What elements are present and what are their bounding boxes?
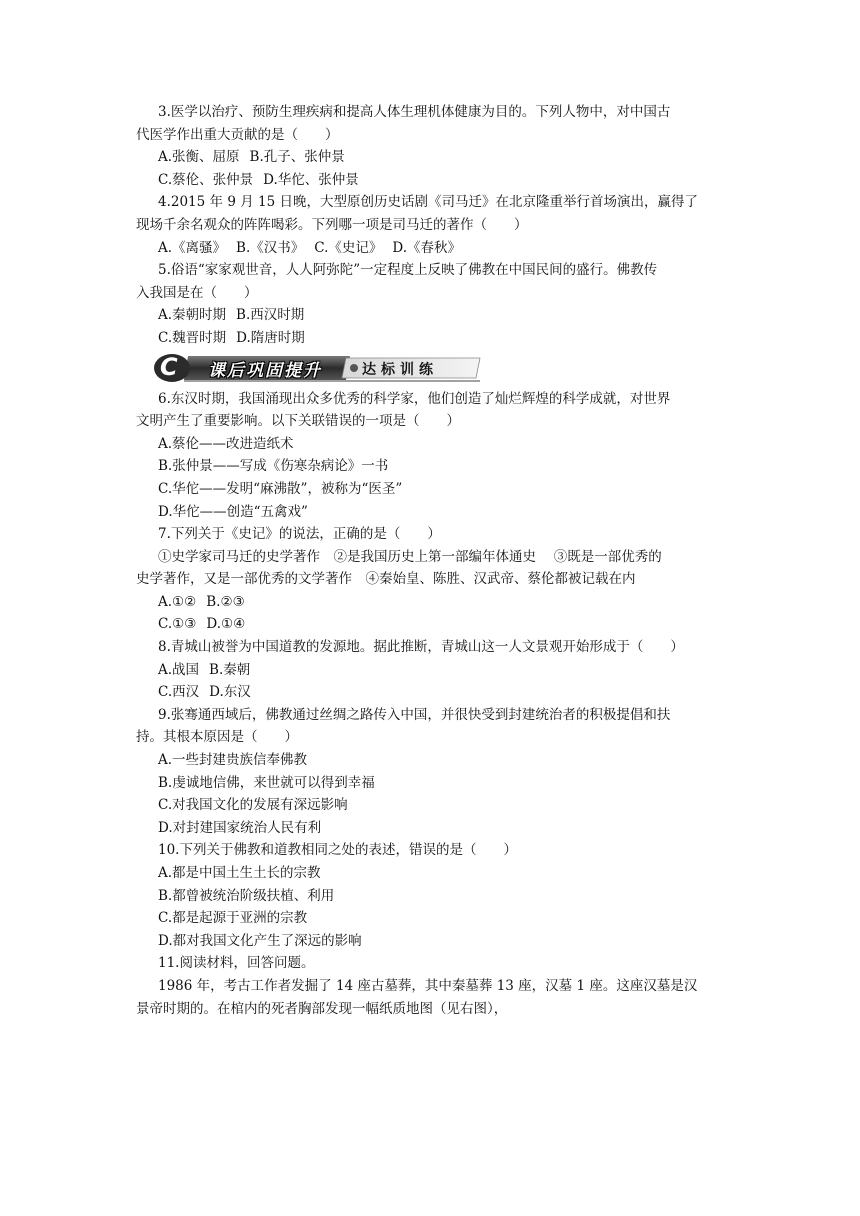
- question-7-options-row-1: [136, 591, 736, 614]
- question-6-option-c: C.华佗——发明“麻沸散”，被称为“医圣”: [158, 480, 403, 497]
- question-5-options-row-2: [136, 327, 736, 350]
- question-8-options-row-1: [136, 659, 736, 682]
- question-6: [136, 388, 736, 524]
- question-5-option-d: D.隋唐时期: [236, 329, 305, 346]
- question-10-option-c: C.都是起源于亚洲的宗教: [158, 910, 308, 927]
- question-6-stem-line-2: 文明产生了重要影响。以下关联错误的一项是（ ）: [136, 413, 460, 430]
- question-6-option-b: B.张仲景——写成《伤寒杂病论》一书: [158, 458, 389, 475]
- question-9-stem-line-1: 9.张骞通西域后，佛教通过丝绸之路传入中国，并很快受到封建统治者的积极提倡和扶: [158, 706, 671, 723]
- question-10-option-d: D.都对我国文化产生了深远的影响: [158, 932, 362, 949]
- question-8-option-d: D.东汉: [209, 684, 251, 701]
- question-7: [136, 523, 736, 636]
- banner-letter: C: [160, 352, 178, 381]
- section-banner: [150, 352, 490, 384]
- question-4-option-a: A.《离骚》: [158, 239, 227, 256]
- question-5-stem-line-2: 入我国是在（ ）: [136, 284, 258, 301]
- question-4-option-d: D.《春秋》: [392, 239, 462, 256]
- question-10-option-b: B.都曾被统治阶级扶植、利用: [158, 887, 335, 904]
- question-7-stem-line-1: 7.下列关于《史记》的说法，正确的是（ ）: [158, 526, 441, 543]
- question-5-option-b: B.西汉时期: [236, 307, 305, 324]
- question-7-option-a: A.①②: [158, 593, 197, 610]
- worksheet-content: [136, 101, 736, 1020]
- question-9: [136, 704, 736, 840]
- banner-title: 课后巩固提升: [208, 360, 322, 381]
- question-5-option-c: C.魏晋时期: [158, 329, 227, 346]
- question-11-material-line-2: 景帝时期的。在棺内的死者胸部发现一幅纸质地图（见右图），: [136, 1000, 508, 1017]
- question-10: [136, 839, 736, 952]
- question-9-option-a: A.一些封建贵族信奉佛教: [158, 752, 308, 769]
- question-7-option-c: C.①③: [158, 616, 197, 633]
- question-8-option-a: A.战国: [158, 661, 200, 678]
- question-9-option-d: D.对封建国家统治人民有利: [158, 819, 322, 836]
- question-6-option-d: D.华佗——创造“五禽戏”: [158, 503, 308, 520]
- question-4-stem-line-2: 现场千余名观众的阵阵喝彩。下列哪一项是司马迁的著作（ ）: [136, 216, 528, 233]
- question-11-stem-line-1: 11.阅读材料，回答问题。: [158, 955, 315, 972]
- question-5-option-a: A.秦朝时期: [158, 307, 227, 324]
- question-5-options-row-1: [136, 304, 736, 327]
- question-7-option-b: B.②③: [206, 593, 245, 610]
- question-7-option-d: D.①④: [206, 616, 246, 633]
- question-8-option-b: B.秦朝: [209, 661, 251, 678]
- question-6-stem-line-1: 6.东汉时期，我国涌现出众多优秀的科学家，他们创造了灿烂辉煌的科学成就，对世界: [158, 390, 671, 407]
- question-3-options-row-1: [136, 146, 736, 169]
- question-10-option-a: A.都是中国土生土长的宗教: [158, 865, 321, 881]
- question-5-stem-line-1: 5.俗语“家家观世音，人人阿弥陀”一定程度上反映了佛教在中国民间的盛行。佛教传: [158, 262, 658, 279]
- question-11: [136, 952, 736, 1020]
- question-8: [136, 636, 736, 704]
- question-9-option-c: C.对我国文化的发展有深远影响: [158, 797, 348, 814]
- question-9-stem-line-2: 持。其根本原因是（ ）: [136, 729, 298, 746]
- question-11-material-line-1: 1986 年，考古工作者发掘了 14 座古墓葬，其中秦墓葬 13 座，汉墓 1 座。这座汉墓是汉: [158, 977, 698, 994]
- question-7-stem-line-2: ①史学家司马迁的史学著作 ②是我国历史上第一部编年体通史 ③既是一部优秀的: [158, 548, 662, 565]
- question-6-option-a: A.蔡伦——改进造纸术: [158, 435, 294, 452]
- question-4-option-c: C.《史记》: [314, 239, 383, 256]
- question-3-options-row-2: [136, 169, 736, 192]
- question-7-stem-line-3: 史学著作，又是一部优秀的文学著作 ④秦始皇、陈胜、汉武帝、蔡伦都被记载在内: [136, 571, 636, 588]
- question-4: [136, 191, 736, 259]
- question-4-stem-line-1: 4.2015 年 9 月 15 日晚，大型原创历史话剧《司马迁》在北京隆重举行首场演出，赢得了: [158, 194, 698, 211]
- question-3-option-d: D.华佗、张仲景: [263, 171, 359, 188]
- banner-subtitle: 达标训练: [362, 361, 438, 378]
- question-9-option-b: B.虔诚地信佛，来世就可以得到幸福: [158, 774, 375, 791]
- question-3-option-b: B.孔子、张仲景: [249, 149, 345, 166]
- question-8-stem-line-1: 8.青城山被誉为中国道教的发源地。据此推断，青城山这一人文景观开始形成于（ ）: [158, 639, 684, 656]
- question-4-options-row: [136, 237, 736, 260]
- question-7-options-row-2: [136, 613, 736, 636]
- question-3-stem-line-2: 代医学作出重大贡献的是（ ）: [136, 126, 339, 143]
- question-3-stem-line-1: 3.医学以治疗、预防生理疾病和提高人体生理机体健康为目的。下列人物中，对中国古: [158, 104, 671, 120]
- question-4-option-b: B.《汉书》: [236, 239, 305, 256]
- question-3-option-c: C.蔡伦、张仲景: [158, 171, 254, 188]
- question-8-options-row-2: [136, 681, 736, 704]
- question-3: [136, 101, 736, 191]
- question-5: [136, 259, 736, 349]
- question-3-option-a: A.张衡、屈原: [158, 149, 240, 166]
- question-10-stem-line-1: 10.下列关于佛教和道教相同之处的表述，错误的是（ ）: [158, 842, 517, 859]
- question-8-option-c: C.西汉: [158, 684, 200, 701]
